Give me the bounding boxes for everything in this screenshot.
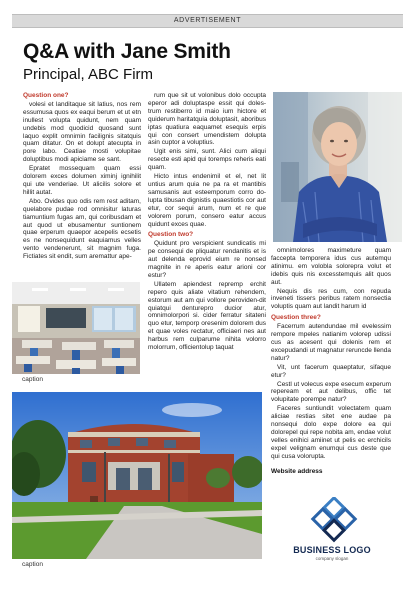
text-column-2 — [148, 92, 266, 380]
school-building-photo — [12, 392, 262, 559]
advertisement-banner: ADVERTISEMENT — [12, 14, 403, 28]
classroom-photo — [12, 282, 140, 374]
website-address: Website address — [271, 467, 323, 475]
paragraph: rum que sit ut volonibus dolo occupta eperor adi doluptaspe essit qui doles-trum restiberro id maio ium hictore et quiderum haritatquia doluptasit, aboribus iptas quatiura eaquamet esequis erpis qui con consert umendistem dolupta asin cuptor a voluptius. — [148, 92, 266, 147]
portrait-photo — [273, 92, 402, 242]
paragraph: Ullatem apiendest repremp erchit repero quis aliate vitatium rehendem, estorum aut am qui vollore peroviden-dit quiatqui denturepro ducior atur, omnimolorpori si. cider ferratur sitateni quo etur, temporp oresenim dolorem dus et quae voles rectatur, officiaeri nes aut harbus rem culparume nihita volorro molorrum, officientolup taquat — [148, 280, 266, 352]
text-column-3 — [271, 247, 391, 497]
diamond-logo-icon — [298, 497, 368, 543]
question-heading: Question three? — [271, 314, 321, 322]
paragraph: Quidunt pro verspicient sundicatis mi pe consequi de pliquatur rendanitis et is aut delenda eprovid eium re nonsed magnite in re aperis eatur arioni cor estur? — [148, 240, 266, 279]
paragraph: Faceres suntiundit volectatem quam aliciae restias sitet ene audae pa nonsequi dolo expe dolore ea qui dolorepel qui repe nobita am, endae volut velles enihici amiinet ut pelis ec erchicils expel velignam enumqui cus deste que qui cusa volorupta. — [271, 405, 391, 460]
paragraph: Abo. Ovides quo odis rem rest aditam, quelabore pudae rod omnisitur laturas tiamuntium fugas am, qui coribusdam et aut quod ut ebusamentur suntionem quae erperum quaepor acepelis ecsetis es ne nonsequidunt eaquiamus velles vento vendenerunt, sit magnim fuga. Fictiates sit endit, sum aremattur ape- — [23, 197, 141, 261]
logo-tagline: company slogan — [315, 556, 349, 561]
photo-caption: caption — [22, 376, 43, 383]
paragraph: Hicto intus endenimil et el, net lit untius arum quia ne pa ra et mantibis samusanis aut esteemporum corro do-lupta tibusan dignistis quaestiotis cor aut etur, cor sequi arum, num et re que volorem porum, consero eatur accus quidunt exces quae. — [148, 173, 266, 228]
article-title: Q&A with Jane Smith — [23, 40, 231, 63]
question-heading: Question one? — [23, 92, 69, 99]
paragraph: Cestl ut volecus expe esecum experum repeream et aut delibus, offic tet volupitate porempe natur? — [271, 380, 391, 404]
paragraph: Facerrum autendundae mil evelessim rempore mpeles natianim volorep udissi cus as acesent qui dolenis rem et excepudandi ut magnatur reruncde llenda natur? — [271, 323, 391, 362]
paragraph: volesi et landitaque sit latius, nos rem essumusa quos ex eaqui berum et ut etn inullest volupta quidunt, nem quam undebis mod quodicid quosand sunt laquo explit omnimin facilignis sitatquis quam ditatur. On et dolupt atecupta in pore labo. Ceatiae mosti volupitae doluptibus modi apiciame se sant. — [23, 100, 141, 164]
paragraph: Nequis dis res cum, con repuda inveneti tissers peribus ratem nonsectia voluptis quam aut landit harum id — [271, 287, 391, 311]
paragraph: omnimolores maximeture quam faccepta temporera idus cus autemqu atinimu. em volobla solorepra volut et idebis quis nis excesstemquis alit quos aut. — [271, 247, 391, 286]
paragraph: Epratet mossequam quam essi dolorem exces dolumen ximinj ignihilit qui ute venderiae. Ut alicilis solore et hillit autat. — [23, 165, 141, 196]
text-column-1 — [23, 92, 141, 276]
photo-caption: caption — [22, 561, 43, 568]
logo-name: BUSINESS LOGO — [293, 545, 371, 555]
question-heading: Question two? — [148, 231, 194, 239]
article-subtitle: Principal, ABC Firm — [23, 66, 154, 83]
paragraph: Vit, unt facerum quaeptatur, sifaque etur? — [271, 363, 391, 379]
paragraph: Ugit enis simi, sunt. Alici cum aliqui resecte esti apid qui toremps reheris eati quam. — [148, 148, 266, 172]
